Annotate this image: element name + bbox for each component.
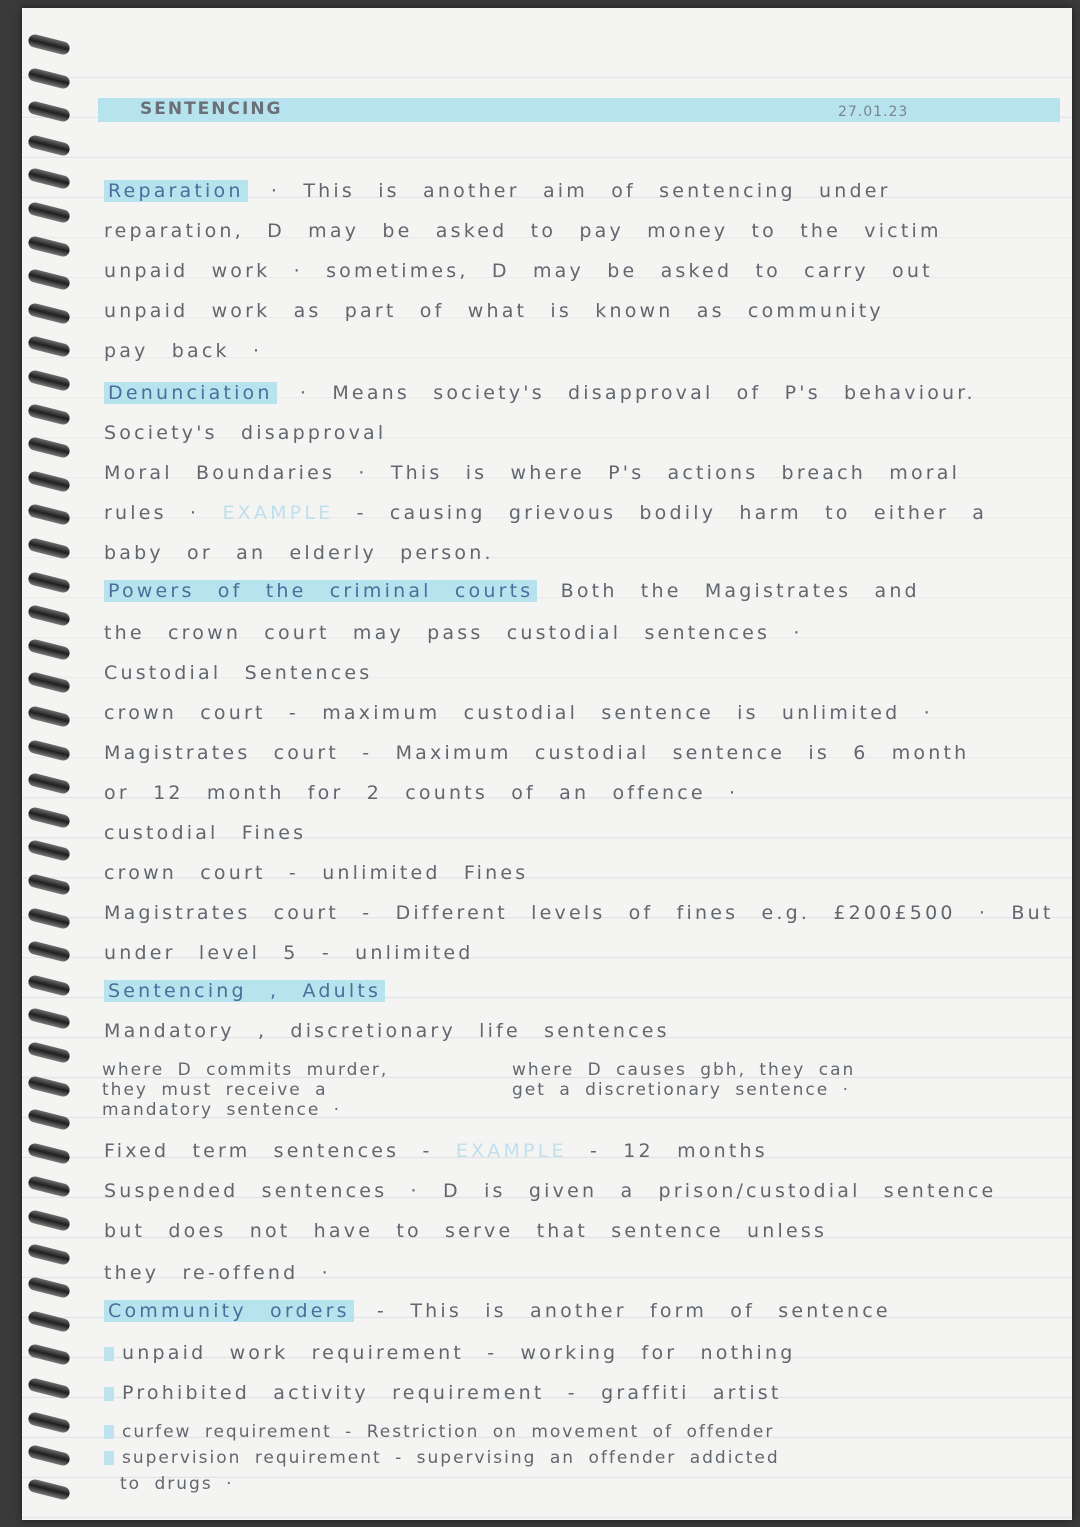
- spiral-coil: [27, 336, 71, 359]
- spiral-coil: [27, 739, 71, 762]
- powers-line-4: crown court - maximum custodial sentence is unlimited ·: [104, 702, 933, 724]
- denunciation-line-4: [104, 502, 1004, 524]
- bullet-marker-icon: [104, 1425, 114, 1439]
- spiral-coil: [27, 1310, 71, 1333]
- spiral-coil: [27, 235, 71, 258]
- spiral-coil: [27, 571, 71, 594]
- mandatory-text-3: mandatory sentence ·: [102, 1100, 342, 1120]
- page-date: 27.01.23: [838, 104, 909, 120]
- mandatory-text-1: where D commits murder,: [102, 1060, 389, 1080]
- example-label: EXAMPLE: [222, 502, 334, 524]
- spiral-coil: [27, 1344, 71, 1367]
- denunciation-text-4a: rules ·: [104, 502, 200, 524]
- powers-line-7: custodial Fines: [104, 822, 307, 844]
- powers-line-2: the crown court may pass custodial sentences ·: [104, 622, 803, 644]
- spiral-coil: [27, 873, 71, 896]
- spiral-coil: [27, 772, 71, 795]
- heading-sentencing-adults: Sentencing , Adults: [104, 980, 385, 1002]
- discretionary-text-2: get a discretionary sentence ·: [512, 1080, 850, 1100]
- spiral-coil: [27, 1108, 71, 1131]
- denunciation-text-4b: - causing grievous bodily harm to either a: [356, 502, 988, 524]
- mandatory-text-2: they must receive a: [102, 1080, 328, 1100]
- example-label-2: EXAMPLE: [455, 1140, 567, 1162]
- adults-line-3: Suspended sentences · D is given a prison/custodial sentence: [104, 1180, 997, 1202]
- bullet-marker-icon: [104, 1347, 114, 1361]
- heading-denunciation: Denunciation: [104, 382, 277, 404]
- spiral-coil: [27, 67, 71, 90]
- spiral-coil: [27, 806, 71, 829]
- bullet-marker-icon: [104, 1387, 114, 1401]
- community-line-1: [104, 1300, 1004, 1322]
- spiral-coil: [27, 302, 71, 325]
- adults-line-4: but does not have to serve that sentence unless: [104, 1220, 828, 1242]
- powers-line-9: Magistrates court - Different levels of fines e.g. £200£500 · But: [104, 902, 1054, 924]
- adults-heading-line: [104, 980, 1004, 1002]
- community-item-text-1: unpaid work requirement - working for nothing: [122, 1342, 796, 1364]
- community-item-text-4: supervision requirement - supervising an offender addicted: [122, 1448, 780, 1468]
- community-item-4: [104, 1448, 1004, 1468]
- spiral-coil: [27, 1478, 71, 1501]
- spiral-coil: [27, 403, 71, 426]
- reparation-line-5: pay back ·: [104, 340, 263, 362]
- spiral-coil: [27, 1411, 71, 1434]
- spiral-coil: [27, 1075, 71, 1098]
- community-item-3: [104, 1422, 1004, 1442]
- spiral-coil: [27, 907, 71, 930]
- powers-line-1: [104, 580, 1004, 602]
- denunciation-line-3: Moral Boundaries · This is where P's actions breach moral: [104, 462, 961, 484]
- powers-text-1: Both the Magistrates and: [560, 580, 920, 602]
- spiral-coil: [27, 268, 71, 291]
- reparation-line-3: unpaid work · sometimes, D may be asked to carry out: [104, 260, 933, 282]
- spiral-coil: [27, 1041, 71, 1064]
- powers-line-3: Custodial Sentences: [104, 662, 373, 684]
- community-tail: to drugs ·: [120, 1474, 234, 1494]
- reparation-line-1: [104, 180, 1004, 202]
- spiral-coil: [27, 940, 71, 963]
- spiral-coil: [27, 134, 71, 157]
- page-title: SENTENCING: [140, 99, 283, 119]
- community-item-1: [104, 1342, 1004, 1364]
- reparation-text-1: · This is another aim of sentencing under: [270, 180, 891, 202]
- reparation-line-4: unpaid work as part of what is known as community: [104, 300, 884, 322]
- bullet-marker-icon: [104, 1451, 114, 1465]
- spiral-coil: [27, 1176, 71, 1199]
- denunciation-line-5: baby or an elderly person.: [104, 542, 494, 564]
- spiral-coil: [27, 1276, 71, 1299]
- adults-line-5: they re-offend ·: [104, 1262, 331, 1284]
- community-item-text-3: curfew requirement - Restriction on movement of offender: [122, 1422, 775, 1442]
- community-item-text-2: Prohibited activity requirement - graffiti artist: [122, 1382, 782, 1404]
- spiral-coil: [27, 638, 71, 661]
- mandatory-column: [102, 1060, 388, 1120]
- denunciation-line-1: [104, 382, 1004, 404]
- spiral-coil: [27, 1008, 71, 1031]
- discretionary-column: [512, 1060, 855, 1100]
- spiral-coil: [27, 705, 71, 728]
- community-text-1: - This is another form of sentence: [377, 1300, 891, 1322]
- spiral-coil: [27, 1377, 71, 1400]
- powers-line-6: or 12 month for 2 counts of an offence ·: [104, 782, 739, 804]
- heading-powers: Powers of the criminal courts: [104, 580, 537, 602]
- adults-line-1: Mandatory , discretionary life sentences: [104, 1020, 670, 1042]
- spiral-coil: [27, 504, 71, 527]
- spiral-coil: [27, 537, 71, 560]
- spiral-coil: [27, 1444, 71, 1467]
- heading-reparation: Reparation: [104, 180, 248, 202]
- spiral-coil: [27, 1209, 71, 1232]
- spiral-coil: [27, 1142, 71, 1165]
- spiral-coil: [27, 436, 71, 459]
- powers-line-10: under level 5 - unlimited: [104, 942, 474, 964]
- spiral-coil: [27, 672, 71, 695]
- denunciation-line-2: Society's disapproval: [104, 422, 387, 444]
- community-item-2: [104, 1382, 1004, 1404]
- spiral-binding: [22, 28, 82, 1518]
- spiral-coil: [27, 840, 71, 863]
- spiral-coil: [27, 369, 71, 392]
- spiral-coil: [27, 604, 71, 627]
- reparation-line-2: reparation, D may be asked to pay money to the victim: [104, 220, 942, 242]
- spiral-coil: [27, 974, 71, 997]
- spiral-coil: [27, 201, 71, 224]
- spiral-coil: [27, 33, 71, 56]
- spiral-coil: [27, 470, 71, 493]
- spiral-coil: [27, 1243, 71, 1266]
- powers-line-8: crown court - unlimited Fines: [104, 862, 529, 884]
- fixed-term-text: Fixed term sentences -: [104, 1140, 433, 1162]
- heading-community-orders: Community orders: [104, 1300, 354, 1322]
- denunciation-text-1: · Means society's disapproval of P's behaviour.: [299, 382, 976, 404]
- spiral-coil: [27, 100, 71, 123]
- spiral-coil: [27, 168, 71, 191]
- fixed-term-example: - 12 months: [589, 1140, 768, 1162]
- discretionary-text-1: where D causes gbh, they can: [512, 1060, 856, 1080]
- powers-line-5: Magistrates court - Maximum custodial sentence is 6 month: [104, 742, 970, 764]
- adults-line-2: [104, 1140, 1004, 1162]
